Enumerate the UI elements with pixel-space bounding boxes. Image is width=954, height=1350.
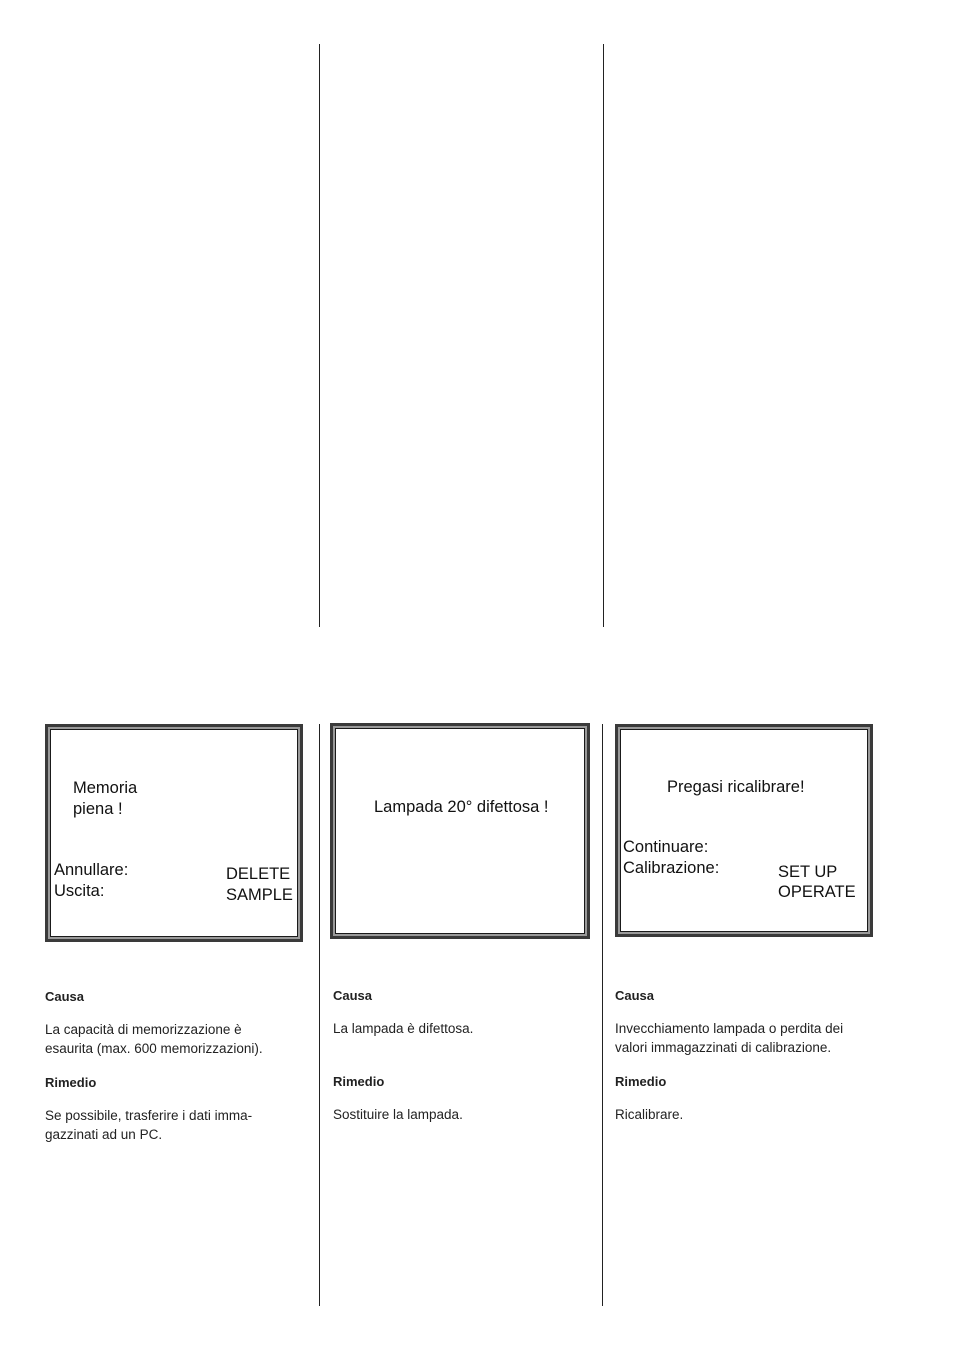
remedy-text-line1: Se possibile, trasferire i dati imma-	[45, 1108, 253, 1123]
column-1-text	[45, 987, 310, 1144]
remedy-heading: Rimedio	[333, 1074, 385, 1089]
screen-prompt-line2: Uscita:	[54, 882, 105, 900]
cause-heading: Causa	[615, 988, 655, 1003]
cause-heading: Causa	[45, 989, 85, 1004]
screen-prompt-line2: Calibrazione:	[623, 859, 720, 877]
screen-message-line2: piena !	[73, 800, 123, 818]
display-screen-lamp-defective	[330, 723, 590, 939]
screen-key-setup: SET UP	[778, 863, 838, 881]
cause-text-line1: Invecchiamento lampada o perdita dei	[615, 1021, 844, 1036]
cause-heading: Causa	[333, 988, 373, 1003]
display-screen-recalibrate	[615, 724, 873, 937]
display-screen-memory-full	[45, 724, 303, 942]
screen-key-sample: SAMPLE	[226, 886, 293, 904]
column-divider-top-2	[603, 44, 604, 627]
column-divider-bottom-2	[602, 724, 603, 1306]
column-divider-top-1	[319, 44, 320, 627]
remedy-heading: Rimedio	[45, 1075, 97, 1090]
cause-text-line1: La lampada è difettosa.	[333, 1021, 474, 1036]
screen-prompt-line1: Continuare:	[623, 838, 709, 856]
column-3-text	[615, 986, 885, 1124]
screen-message: Pregasi ricalibrare!	[667, 778, 805, 796]
screen-prompt-line1: Annullare:	[54, 861, 129, 879]
cause-text-line1: La capacità di memorizzazione è	[45, 1022, 242, 1037]
display-screen-inner	[620, 729, 868, 932]
display-screen-inner	[50, 729, 298, 937]
column-divider-bottom-1	[319, 724, 320, 1306]
remedy-text-line1: Sostituire la lampada.	[333, 1107, 463, 1122]
column-2-text	[333, 986, 595, 1124]
remedy-text-line2: gazzinati ad un PC.	[45, 1127, 163, 1142]
cause-text-line2: esaurita (max. 600 memorizzazioni).	[45, 1041, 263, 1056]
screen-key-operate: OPERATE	[778, 883, 856, 901]
remedy-heading: Rimedio	[615, 1074, 667, 1089]
screen-message: Lampada 20° difettosa !	[374, 798, 549, 816]
remedy-text-line1: Ricalibrare.	[615, 1107, 684, 1122]
screen-message-line1: Memoria	[73, 779, 138, 797]
display-screen-inner	[335, 728, 585, 934]
cause-text-line2: valori immagazzinati di calibrazione.	[615, 1040, 832, 1055]
screen-key-delete: DELETE	[226, 865, 291, 883]
